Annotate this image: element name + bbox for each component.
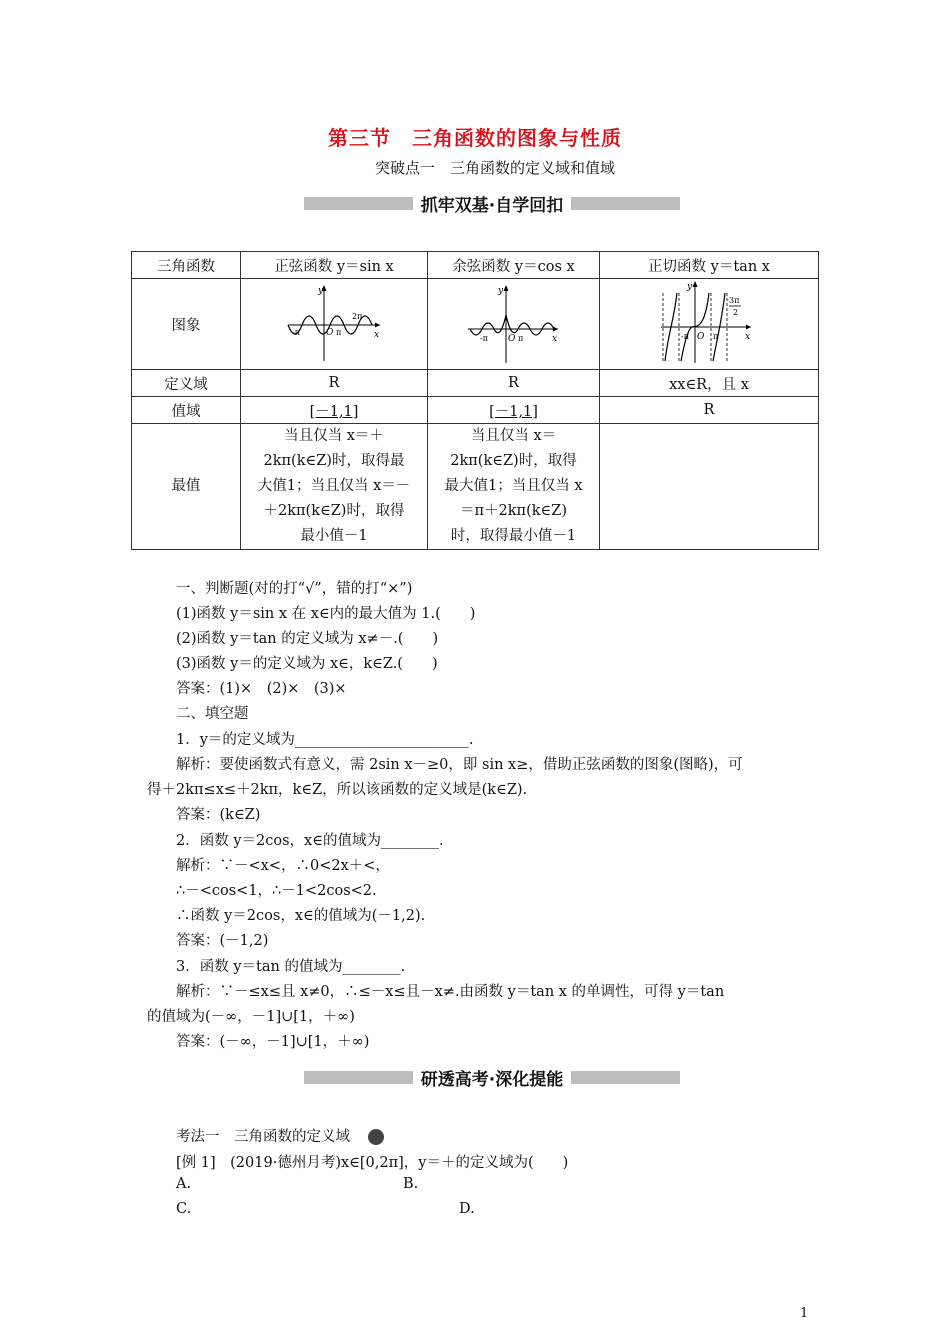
text-line: ∴函数 y＝2cos，x∈的值域为(－1,2). xyxy=(176,908,426,924)
graph-label-pi: π xyxy=(713,332,719,341)
text-line: 一、判断题(对的打“√”，错的打“×”) xyxy=(176,581,413,597)
text-line: 得＋2kπ≤x≤＋2kπ，k∈Z，所以该函数的定义域是(k∈Z). xyxy=(147,782,528,798)
row-label: 最值 xyxy=(132,424,241,550)
banner-deepen xyxy=(304,1065,680,1089)
banner-bar-right xyxy=(571,1071,680,1084)
table-row-graph xyxy=(132,279,819,370)
graph-label-neg-pi: -π xyxy=(292,328,300,337)
table-header: 三角函数 xyxy=(132,252,241,279)
tangent-graph-cell xyxy=(600,279,819,370)
text-line: 解析：∵－≤x≤且 x≠0，∴≤－x≤且－x≠.由函数 y＝tan x 的单调性，可得 y＝tan xyxy=(176,984,725,1000)
graph-label-o: O xyxy=(326,328,334,338)
range-value: [－1,1] xyxy=(309,403,359,420)
graph-label-y: y xyxy=(497,286,503,296)
text-line: 2．函数 y＝2cos，x∈的值域为________. xyxy=(176,833,444,849)
sine-graph-cell xyxy=(241,279,428,370)
cell-line: 2kπ(k∈Z)时，取得最 xyxy=(263,453,405,469)
graph-label-neg-pi: -π xyxy=(681,332,689,341)
table-cell: R xyxy=(241,370,428,397)
graph-label-y: y xyxy=(318,286,324,296)
text-line: (2)函数 y＝tan 的定义域为 x≠－.( ) xyxy=(176,631,439,647)
option-c: C. xyxy=(176,1201,192,1217)
page-number: 1 xyxy=(800,1306,809,1321)
row-label: 定义域 xyxy=(132,370,241,397)
method-heading xyxy=(176,1125,384,1146)
table-cell xyxy=(428,397,600,424)
banner-review xyxy=(304,191,680,215)
graph-label-pi: π xyxy=(517,334,523,343)
table-header: 正弦函数 y＝sin x xyxy=(241,252,428,279)
text-line: 1．y＝的定义域为________________________. xyxy=(176,732,474,748)
cell-line: 当且仅当 x＝＋ xyxy=(284,428,384,444)
section-subtitle: 突破点一 三角函数的定义域和值域 xyxy=(374,159,615,177)
banner-bar-left xyxy=(304,1071,413,1084)
banner-text: 研透高考·深化提能 xyxy=(420,1069,564,1090)
option-b: B. xyxy=(403,1176,419,1192)
table-header-row xyxy=(132,252,819,279)
graph-label-3pi-den: 2 xyxy=(733,308,739,317)
cell-line: 最小值－1 xyxy=(300,528,368,544)
cell-line: 2kπ(k∈Z)时，取得 xyxy=(450,453,577,469)
cell-line: ＝π＋2kπ(k∈Z) xyxy=(460,503,567,519)
table-header: 余弦函数 y＝cos x xyxy=(428,252,600,279)
cell-line: 大值1；当且仅当 x＝－ xyxy=(257,478,411,494)
graph-label-x: x xyxy=(551,334,557,344)
option-d: D. xyxy=(459,1201,475,1217)
graph-label-y: y xyxy=(687,282,693,292)
graph-label-pi: π xyxy=(336,328,342,337)
cosine-graph-cell xyxy=(428,279,600,370)
banner-bar-left xyxy=(304,197,413,210)
text-line: ∴－<cos<1，∴－1<2cos<2. xyxy=(176,883,377,899)
cell-line: ＋2kπ(k∈Z)时，取得 xyxy=(263,503,405,519)
graph-label-o: O xyxy=(697,332,705,342)
range-value: [－1,1] xyxy=(489,403,538,420)
table-row-range xyxy=(132,397,819,424)
table-cell xyxy=(428,424,600,550)
text-line: 二、填空题 xyxy=(176,706,249,722)
table-cell xyxy=(241,397,428,424)
graph-label-o: O xyxy=(507,334,515,344)
banner-bar-right xyxy=(571,197,680,210)
graph-label-x: x xyxy=(745,332,751,342)
text-line: 答案：(－∞，－1]∪[1，＋∞) xyxy=(176,1034,370,1050)
table-cell xyxy=(241,424,428,550)
table-cell: R xyxy=(428,370,600,397)
cell-line: 时，取得最小值－1 xyxy=(450,528,577,544)
text-line: (1)函数 y＝sin x 在 x∈内的最大值为 1.( ) xyxy=(176,606,476,622)
graph-label-x: x xyxy=(374,330,380,340)
text-line: 答案：(－1,2) xyxy=(176,933,269,949)
text-line: 解析：要使函数式有意义，需 2sin x－≥0，即 sin x≥，借助正弦函数的图象(图略)，可 xyxy=(176,757,743,773)
cosine-graph xyxy=(464,281,564,363)
sine-graph xyxy=(284,281,384,363)
trig-function-table xyxy=(131,251,819,550)
graph-label-3pi: 3π xyxy=(729,296,740,305)
text-line: 的值域为(－∞，－1]∪[1，＋∞) xyxy=(147,1009,355,1025)
graph-label-neg-pi: -π xyxy=(479,334,488,343)
text-line: 解析：∵－<x<，∴0<2x＋<， xyxy=(176,858,390,874)
graph-label-2pi: 2π xyxy=(352,312,363,321)
cell-line: 最大值1；当且仅当 x xyxy=(444,478,583,494)
table-header: 正切函数 y＝tan x xyxy=(600,252,819,279)
option-a: A. xyxy=(176,1176,192,1192)
method-text: 考法一 三角函数的定义域 xyxy=(176,1129,350,1145)
bullet-dot-icon xyxy=(368,1129,384,1145)
tangent-graph xyxy=(659,279,759,365)
banner-text: 抓牢双基·自学回扣 xyxy=(420,195,564,216)
cell-line: 当且仅当 x＝ xyxy=(470,428,557,444)
table-row-domain xyxy=(132,370,819,397)
text-line: 3．函数 y＝tan 的值域为________. xyxy=(176,959,406,975)
row-label: 图象 xyxy=(132,279,241,370)
table-cell: R xyxy=(600,397,819,424)
table-cell xyxy=(600,424,819,550)
table-cell: xx∈R，且 x xyxy=(600,370,819,397)
example-line: [例 1] (2019·德州月考)x∈[0,2π]，y＝＋的定义域为( ) xyxy=(176,1155,569,1171)
table-row-extreme xyxy=(132,424,819,550)
page-title: 第三节 三角函数的图象与性质 xyxy=(328,126,622,150)
row-label: 值域 xyxy=(132,397,241,424)
text-line: (3)函数 y＝的定义域为 x∈，k∈Z.( ) xyxy=(176,656,438,672)
text-line: 答案：(k∈Z) xyxy=(176,807,261,823)
text-line: 答案：(1)× (2)× (3)× xyxy=(176,681,347,697)
